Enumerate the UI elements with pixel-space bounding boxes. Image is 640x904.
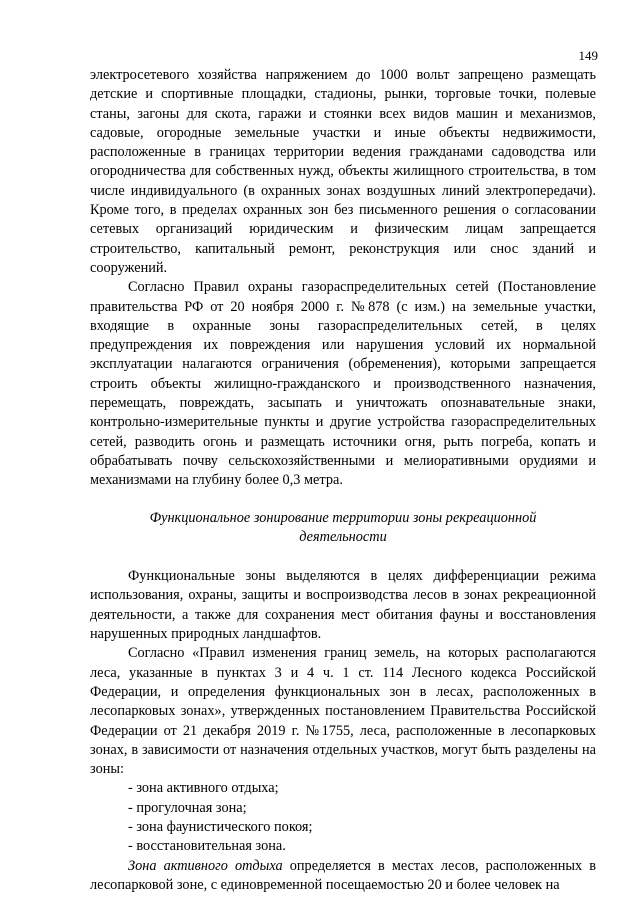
paragraph <box>90 857 596 896</box>
paragraph: электросетевого хозяйства напряжением до 1000 вольт запрещено размещать детские и спортивные площадки, стадионы, рынки, торговые точки, полевые станы, загоны для скота, гаражи и стоянки всех видов машин и механизмов, садовые, огородные земельные участки и иные объекты недвижимости, расположенные в границах территории ведения гражданами садоводства или огородничества для собственных нужд, объекты жилищного строительства, в том числе индивидуального (в охранных зонах воздушных линий электропередачи). Кроме того, в пределах охранных зон без письменного решения о согласовании сетевых организаций юридическим и физическим лицам запрещается строительство, капитальный ремонт, реконструкция или снос зданий и сооружений. <box>90 67 596 276</box>
section-heading: Функциональное зонирование территории зоны рекреационной деятельности <box>149 509 537 545</box>
page-number: 149 <box>578 48 598 63</box>
list-item: - зона фаунистического покоя; <box>128 818 313 835</box>
paragraph: Согласно Правил охраны газораспределительных сетей (Постановление правительства РФ от 20 ноября 2000 г. №878 (с изм.) на земельные участки, входящие в охранные зоны газораспределительных сетей, в целях предупреждения их повреждения или нарушения условий их нормальной эксплуатации налагаются ограничения (обременения), которыми запрещается строить объекты жилищно-гражданского и производственного назначения, перемещать, повреждать, засыпать и уничтожать опознавательные знаки, контрольно-измерительные пункты и другие устройства газораспределительных сетей, разводить огонь и размещать источники огня, рыть погреба, копать и обрабатывать почву сельскохозяйственными и мелиоративными орудиями и механизмами на глубину более 0,3 метра. <box>90 279 596 489</box>
zone-list <box>90 779 596 856</box>
list-item: - восстановительная зона. <box>128 838 286 855</box>
body-text <box>90 66 596 895</box>
term-active-rest-zone: Зона активного отдыха <box>128 857 283 874</box>
paragraph: Функциональные зоны выделяются в целях дифференциации режима использования, охраны, защиты и воспроизводства лесов в зонах рекреационной деятельности, а также для сохранения мест обитания фауны и восстановления нарушенных природных ландшафтов. <box>90 568 596 643</box>
paragraph-text: определяется в местах лесов, расположенных в лесопарковой зоне, с единовременной посещаемостью 20 и более человек на <box>90 857 596 893</box>
list-item: - прогулочная зона; <box>128 799 247 816</box>
paragraph: Согласно «Правил изменения границ земель, на которых располагаются леса, указанные в пунктах 3 и 4 ч. 1 ст. 114 Лесного кодекса Российской Федерации, и определения функциональных зон в лесах, расположенных в лесопарковых зонах», утвержденных постановлением Правительства Российской Федерации от 21 декабря 2019 г. №1755, леса, расположенные в лесопарковых зонах, в зависимости от назначения отдельных участков, могут быть разделены на зоны: <box>90 645 596 778</box>
list-item: - зона активного отдыха; <box>128 780 279 797</box>
